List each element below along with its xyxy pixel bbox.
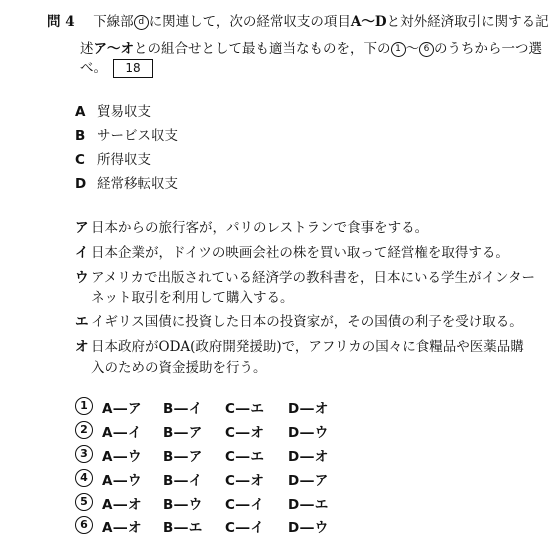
- option-cell: B―ア: [163, 425, 204, 441]
- item-letter: B: [75, 128, 86, 144]
- option-cell: B―エ: [163, 520, 204, 536]
- statement-range: ア～オ: [93, 41, 134, 57]
- list-item: [75, 148, 151, 168]
- option-cell: D―ウ: [288, 425, 330, 441]
- item-letter: C: [75, 152, 85, 168]
- question-text-2a: 述: [80, 41, 94, 57]
- question-text-2b: との組合せとして最も適当なものを，下の: [134, 41, 391, 57]
- option-cell: A―イ: [102, 425, 143, 441]
- statement-item: [75, 266, 535, 286]
- item-letter: A: [75, 104, 86, 120]
- option-cell: C―エ: [225, 449, 265, 465]
- option-cell: D―ウ: [288, 520, 330, 536]
- statement-text: 入のための資金援助を行う。: [91, 360, 267, 376]
- option-cell: C―オ: [225, 425, 265, 441]
- statement-letter: ウ: [75, 270, 89, 286]
- statement-text: アメリカで出版されている経済学の教科書を，日本にいる学生がインター: [91, 270, 536, 286]
- statement-letter: イ: [75, 245, 89, 261]
- item-text: 経常移転収支: [97, 176, 178, 192]
- item-range: A～D: [350, 14, 387, 30]
- statement-letter: エ: [75, 314, 89, 330]
- statement-item: [75, 241, 509, 261]
- statement-text: 日本政府がODA(政府開発援助)で，アフリカの国々に食糧品や医薬品購: [91, 339, 524, 355]
- option-cell: B―イ: [163, 401, 204, 417]
- statement-item: [75, 216, 428, 236]
- question-line-1: [47, 10, 549, 30]
- question-text-1a: 下線部: [93, 14, 134, 30]
- statement-letter: オ: [75, 339, 89, 355]
- option-row[interactable]: [75, 421, 330, 441]
- option-cell: C―エ: [225, 401, 265, 417]
- option-cell: A―ウ: [102, 449, 143, 465]
- question-text-3: べ。: [80, 60, 107, 76]
- choice-start-mark: 1: [391, 42, 406, 57]
- option-cell: D―オ: [288, 449, 330, 465]
- option-cell: C―イ: [225, 520, 265, 536]
- question-line-3: [80, 56, 153, 78]
- answer-box: 18: [113, 59, 153, 78]
- item-text: 貿易収支: [97, 104, 151, 120]
- statement-item: [75, 335, 524, 355]
- option-row[interactable]: [75, 469, 330, 489]
- statement-text: ネット取引を利用して購入する。: [91, 290, 294, 306]
- option-row[interactable]: [75, 397, 330, 417]
- list-item: [75, 100, 151, 120]
- question-text-1c: と対外経済取引に関する記: [386, 14, 549, 30]
- option-row[interactable]: [75, 445, 330, 465]
- option-cell: B―イ: [163, 473, 204, 489]
- option-cell: B―ウ: [163, 497, 204, 513]
- option-cell: C―イ: [225, 497, 265, 513]
- statement-text: 日本からの旅行客が，パリのレストランで食事をする。: [91, 220, 429, 236]
- option-row[interactable]: [75, 516, 330, 536]
- question-number: 問 4: [47, 14, 75, 30]
- option-row[interactable]: [75, 493, 330, 513]
- item-text: 所得収支: [97, 152, 151, 168]
- list-item: [75, 172, 178, 192]
- item-text: サービス収支: [97, 128, 178, 144]
- option-cell: D―エ: [288, 497, 330, 513]
- reference-mark: d: [134, 15, 149, 30]
- option-number: 6: [75, 516, 93, 534]
- question-text-2c: のうちから一つ選: [434, 41, 542, 57]
- question-line-2: [80, 37, 542, 57]
- statement-text: 日本企業が，ドイツの映画会社の株を買い取って経営権を取得する。: [91, 245, 509, 261]
- choice-end-mark: 6: [419, 42, 434, 57]
- option-cell: D―ア: [288, 473, 330, 489]
- option-cell: C―オ: [225, 473, 265, 489]
- option-cell: A―ア: [102, 401, 143, 417]
- list-item: [75, 124, 178, 144]
- option-number: 5: [75, 493, 93, 511]
- option-number: 4: [75, 469, 93, 487]
- statement-continuation: [91, 356, 267, 376]
- question-text-1b: に関連して，次の経常収支の項目: [148, 14, 351, 30]
- option-number: 3: [75, 445, 93, 463]
- statement-continuation: [91, 286, 294, 306]
- item-letter: D: [75, 176, 87, 192]
- statement-letter: ア: [75, 220, 89, 236]
- option-cell: B―ア: [163, 449, 204, 465]
- option-cell: A―オ: [102, 497, 143, 513]
- option-number: 1: [75, 397, 93, 415]
- option-cell: D―オ: [288, 401, 330, 417]
- option-cell: A―オ: [102, 520, 143, 536]
- option-number: 2: [75, 421, 93, 439]
- option-cell: A―ウ: [102, 473, 143, 489]
- tilde: ～: [405, 41, 419, 57]
- statement-text: イギリス国債に投資した日本の投資家が，その国債の利子を受け取る。: [91, 314, 523, 330]
- statement-item: [75, 310, 523, 330]
